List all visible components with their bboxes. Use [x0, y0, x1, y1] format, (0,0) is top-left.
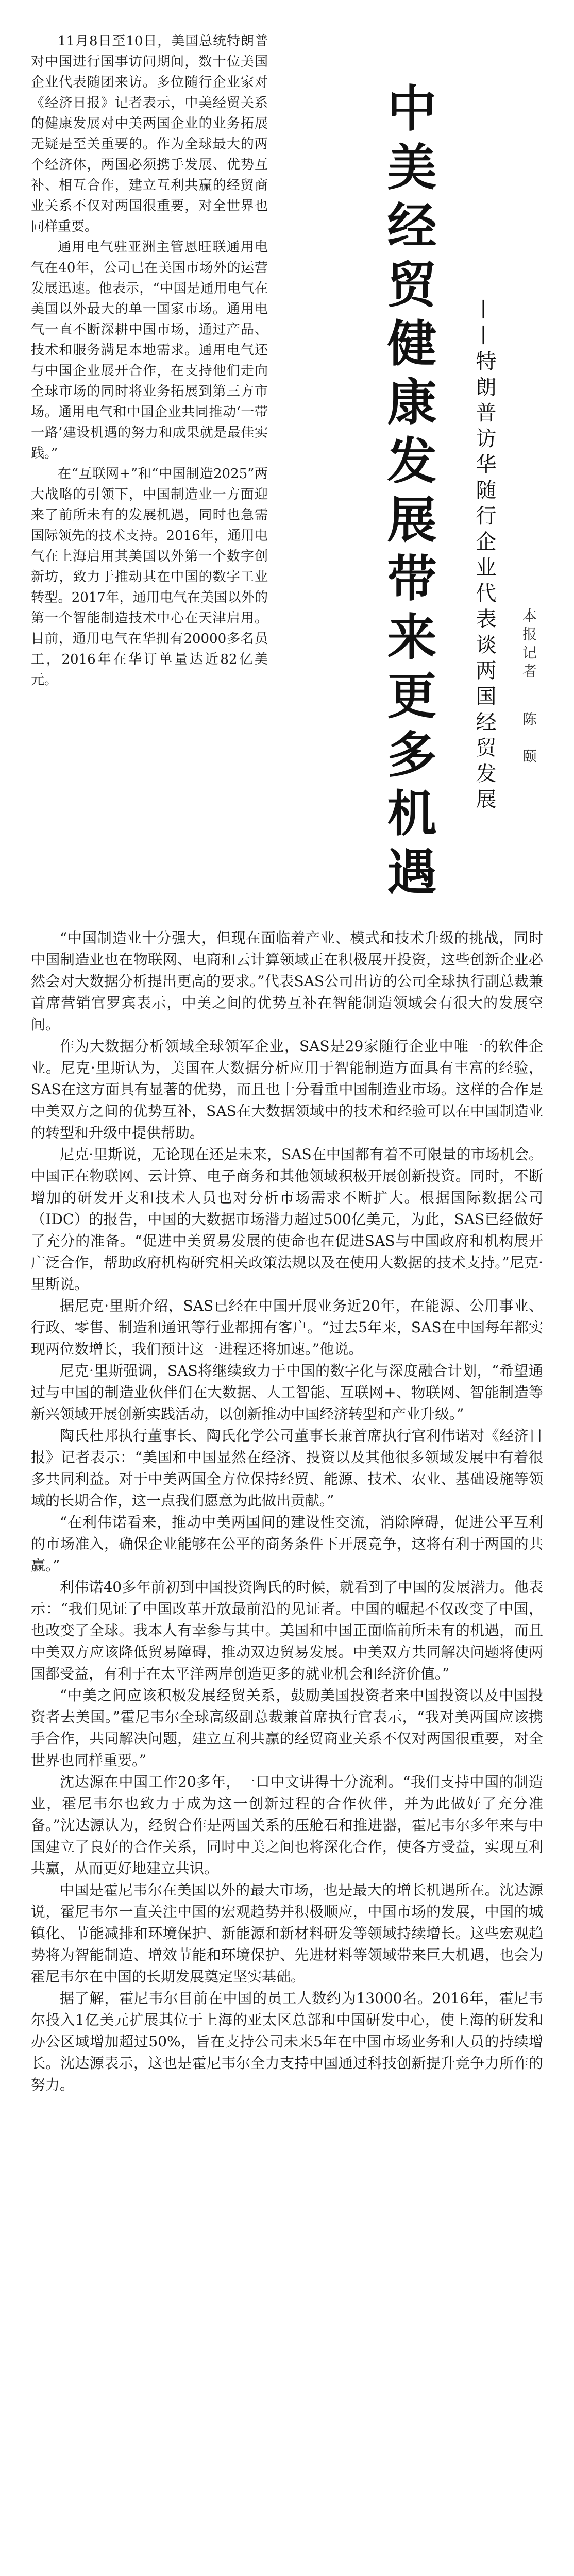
body-paragraph: 作为大数据分析领域全球领军企业，SAS是29家随行企业中唯一的软件企业。尼克·里斯认为，美国在大数据分析应用于智能制造方面具有丰富的经验，SAS在这方面具有显著的优势，而且也十分看重中国制造业市场。这样的合作是中美双方之间的优势互补，SAS在大数据领域中的技术和经验可以在中国制造业的转型和升级中提供帮助。	[31, 1038, 543, 1141]
body-paragraph: 11月8日至10日，美国总统特朗普对中国进行国事访问期间，数十位美国企业代表随团来访。多位随行企业家对《经济日报》记者表示，中美经贸关系的健康发展对中美两国企业的业务拓展无疑是至关重要的。作为全球最大的两个经济体，两国必须携手发展、优势互补、相互合作，建立互利共赢的经贸商业关系不仅对两国很重要，对全世界也同样重要。	[31, 33, 268, 234]
body-paragraph: 据了解，霍尼韦尔目前在中国的员工人数约为13000名。2016年，霍尼韦尔投入1亿美元扩展其位于上海的亚太区总部和中国研发中心，使上海的研发和办公区域增加超过50%，旨在支持公司未来5年在中国市场业务和人员的持续增长。沈达源表示，这也是霍尼韦尔全力支持中国通过科技创新提升竞争力所作的努力。	[31, 1990, 543, 2093]
body-paragraph: 在“互联网+”和“中国制造2025”两大战略的引领下，中国制造业一方面迎来了前所未有的发展机遇，同时也急需国际领先的技术支持。2016年，通用电气在上海启用其美国以外第一个数字创新坊，致力于推动其在中国的数字工业转型。2017年，通用电气在美国以外的第一个智能制造技术中心在天津启用。目前，通用电气在华拥有20000多名员工，2016年在华订单量达近82亿美元。	[31, 466, 268, 688]
body-paragraph: “中国制造业十分强大，但现在面临着产业、模式和技术升级的挑战，同时中国制造业也在物联网、电商和云计算领域正在积极展开投资，这些创新企业必然会对大数据分析提出更高的要求。”代表SAS公司出访的公司全球执行副总裁兼首席营销官罗宾表示，中美之间的优势互补在智能制造领域会有很大的发展空间。	[31, 929, 543, 1033]
byline-name: 陈 颐	[520, 711, 537, 767]
byline	[521, 608, 536, 767]
body-paragraph: 据尼克·里斯介绍，SAS已经在中国开展业务近20年，在能源、公用事业、行政、零售、制造和通讯等行业都拥有客户。“过去5年来，SAS在中国每年都实现两位数增长，我们预计这一进程还将加速。”他说。	[31, 1297, 543, 1358]
body-paragraph: 沈达源在中国工作20多年，一口中文讲得十分流利。“我们支持中国的制造业，霍尼韦尔也致力于成为这一创新过程的合作伙伴，并为此做好了充分准备。”沈达源认为，经贸合作是两国关系的压舱石和推进器，霍尼韦尔多年来与中国建立了良好的合作关系，同时中美之间也将深化合作，使各方受益，实现互利共赢，从而更好地建立共识。	[31, 1773, 543, 1877]
byline-role: 本报记者	[520, 608, 537, 682]
headline-subtitle: ——特朗普访华随行企业代表谈两国经贸发展	[472, 299, 496, 814]
body-paragraph: 尼克·里斯说，无论现在还是未来，SAS在中国都有着不可限量的市场机会。中国正在物联网、云计算、电子商务和其他领域积极开展创新投资。同时，不断增加的研发开支和技术人员也对分析市场需求不断扩大。根据国际数据公司（IDC）的报告，中国的大数据市场潜力超过500亿美元，为此，SAS已经做好了充分的准备。“促进中美贸易发展的使命也在促进SAS与中国政府和机构展开广泛合作，帮助政府机构研究相关政策法规以及在使用大数据的技术支持。”尼克·里斯说。	[31, 1146, 543, 1293]
body-paragraph: 尼克·里斯强调，SAS将继续致力于中国的数字化与深度融合计划，“希望通过与中国的制造业伙伴们在大数据、人工智能、互联网+、物联网、智能制造等新兴领域开展创新实践活动，以创新推动中国经济转型和产业升级。”	[31, 1362, 543, 1422]
body-paragraph: 中国是霍尼韦尔在美国以外的最大市场，也是最大的增长机遇所在。沈达源说，霍尼韦尔一直关注中国的宏观趋势并积极顺应，中国市场的发展，中国的城镇化、节能减排和环境保护、新能源和新材料研发等领域持续增长。这些宏观趋势将为智能制造、增效节能和环境保护、先进材料等领域带来巨大机遇，也会为霍尼韦尔在中国的长期发展奠定坚实基础。	[31, 1882, 543, 1985]
headline-title: 中美经贸健康发展带来更多机遇	[379, 82, 437, 905]
body-paragraph: 通用电气驻亚洲主管恩旺联通用电气在40年，公司已在美国市场外的运营发展迅速。他表示，“中国是通用电气在美国以外最大的单一国家市场。通用电气一直不断深耕中国市场，通过产品、技术和服务满足本地需求。通用电气还与中国企业展开合作，在支持他们走向全球市场的同时将业务拓展到第三方市场。通用电气和中国企业共同推动‘一带一路’建设机遇的努力和成果就是最佳实践。”	[31, 240, 268, 461]
article-lead-column	[31, 31, 268, 690]
body-paragraph: “中美之间应该积极发展经贸关系，鼓励美国投资者来中国投资以及中国投资者去美国。”霍尼韦尔全球高级副总裁兼首席执行官表示，“我对美两国应该携手合作，共同解决问题，建立互利共赢的经贸商业关系不仅对两国很重要，对全世界也同样重要。”	[31, 1687, 543, 1769]
body-paragraph: 陶氏杜邦执行董事长、陶氏化学公司董事长兼首席执行官利伟诺对《经济日报》记者表示：“美国和中国显然在经济、投资以及其他很多领域发展中有着很多共同利益。对于中美两国全方位保持经贸、能源、技术、农业、基础设施等领域的长期合作，这一点我们愿意为此做出贡献。”	[31, 1427, 543, 1509]
article-body	[31, 927, 543, 2096]
headline-block	[289, 82, 546, 907]
body-paragraph: “在利伟诺看来，推动中美两国间的建设性交流，消除障碍，促进公平互利的市场准入，确保企业能够在公平的商务条件下开展竞争，这将有利于两国的共赢。”	[31, 1514, 543, 1574]
body-paragraph: 利伟诺40多年前初到中国投资陶氏的时候，就看到了中国的发展潜力。他表示：“我们见证了中国改革开放最前沿的见证者。中国的崛起不仅改变了中国，也改变了全球。我本人有幸参与其中。美国和中国正面临前所未有的机遇，而且中美双方应该降低贸易障碍，推动双边贸易发展。中美双方共同解决问题将使两国都受益，有利于在太平洋两岸创造更多的就业机会和经济价值。”	[31, 1579, 543, 1682]
